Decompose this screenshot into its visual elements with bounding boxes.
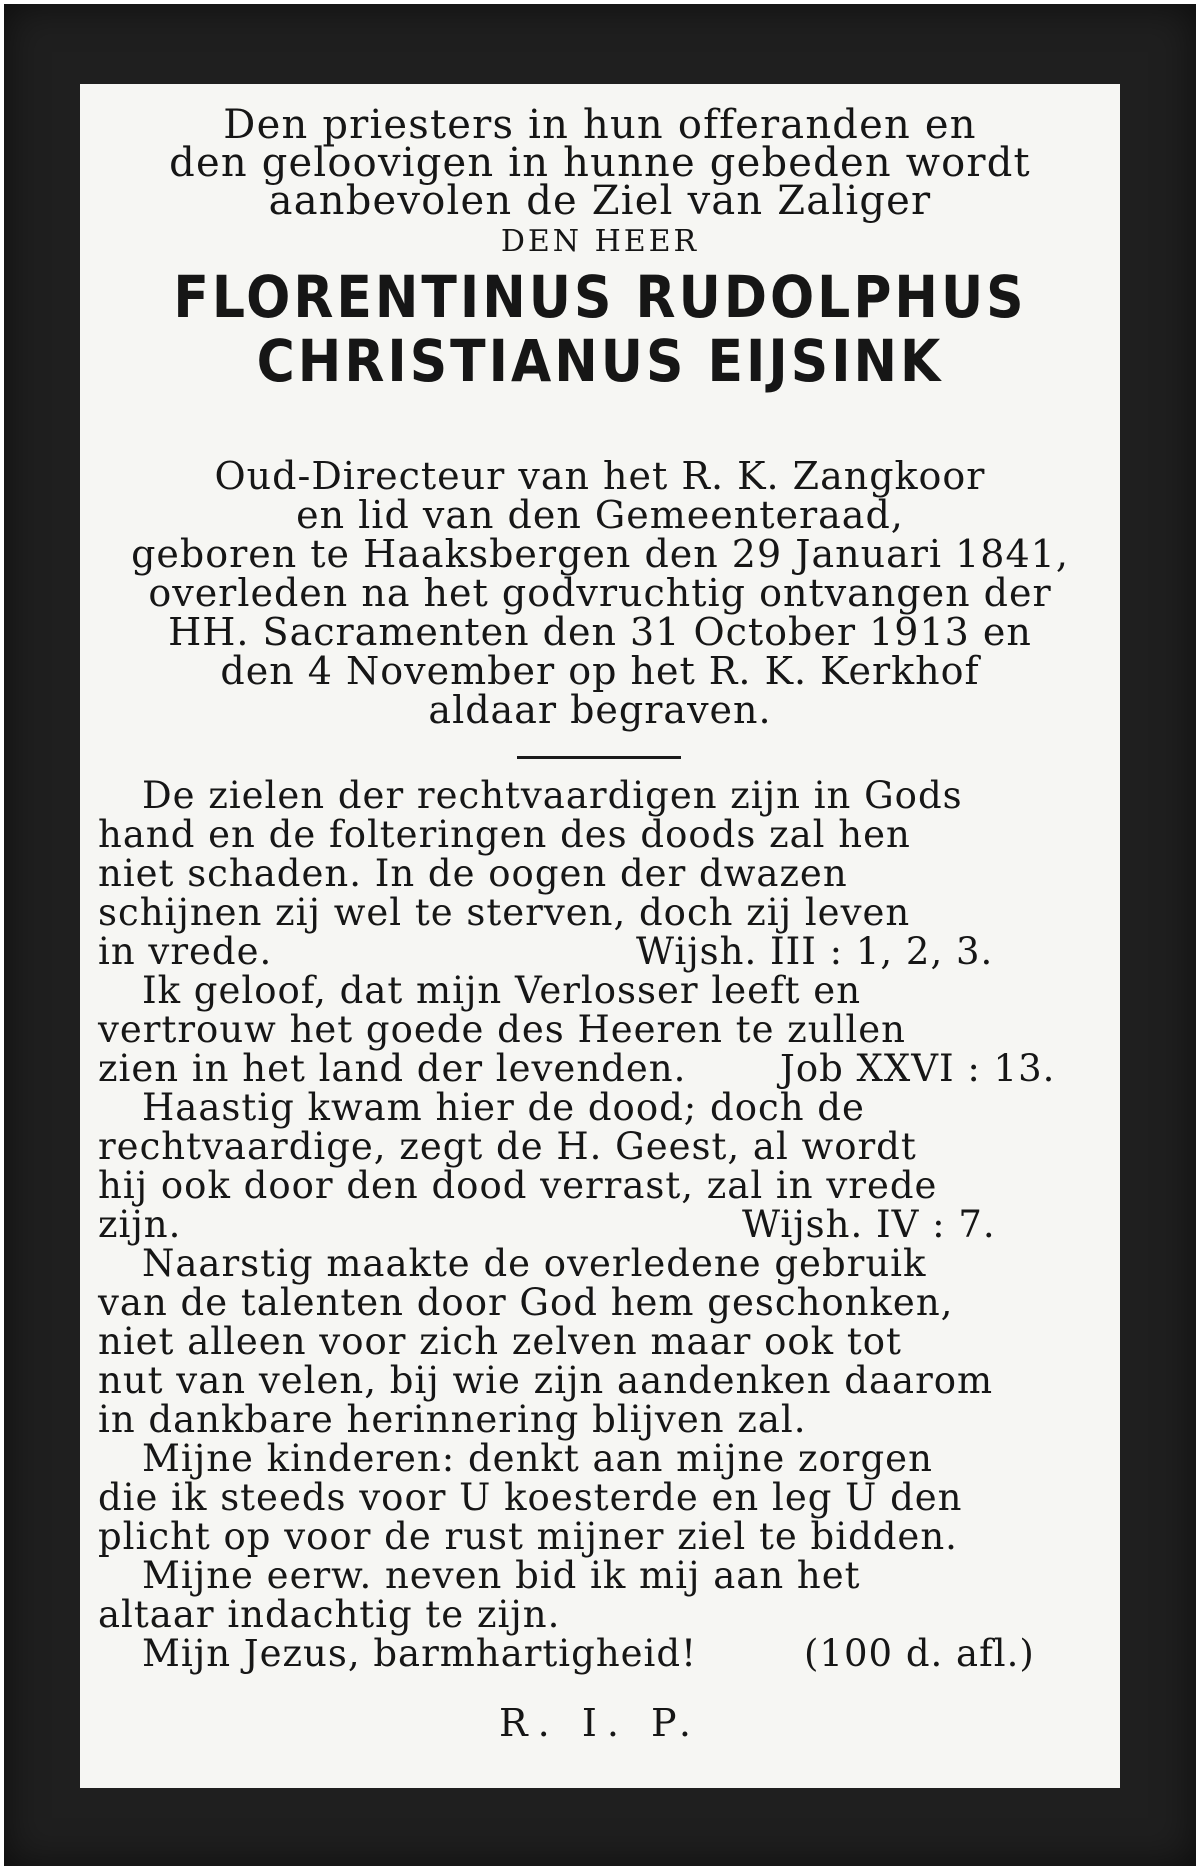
passage-5-line-3: plicht op voor de rust mijner ziel te bidden. [98,1515,958,1558]
closing-prayer: Mijn Jezus, barmhartigheid! [142,1632,697,1675]
passage-1-line-3: niet schaden. In de oogen der dwazen [98,852,848,895]
deceased-name-line-2: CHRISTIANUS EIJSINK [256,328,944,396]
passage-5-line-1: Mijne kinderen: denkt aan mijne zorgen [142,1437,933,1480]
passage-1-line-4: schijnen zij wel te sterven, doch zij leven [98,891,911,934]
passage-5-line-2: die ik steeds voor U koesterde en leg U den [98,1476,963,1519]
intro-line-2: den geloovigen in hunne gebeden wordt [169,140,1031,186]
passage-2-line-2: vertrouw het goede des Heeren te zullen [98,1008,906,1051]
den-heer-label: DEN HEER [500,224,700,259]
bio-line-3: geboren te Haaksbergen den 29 Januari 1841, [131,532,1069,576]
passage-5-line-4: Mijne eerw. neven bid ik mij aan het [142,1554,861,1597]
passage-3-line-4: zijn. [98,1203,182,1246]
intro-line-1: Den priesters in hun offeranden en [223,102,977,148]
memorial-card-black-border [4,4,1196,1866]
bio-line-2: en lid van den Gemeenteraad, [296,493,904,537]
passage-5-line-5: altaar indachtig te zijn. [98,1593,561,1636]
indulgence-note: (100 d. afl.) [804,1632,1035,1675]
passage-4-line-2: van de talenten door God hem geschonken, [98,1281,954,1324]
passage-2-line-3: zien in het land der levenden. [98,1047,687,1090]
rip-label: R. I. P. [499,1701,701,1745]
bio-line-7: aldaar begraven. [428,688,772,732]
passage-4-line-1: Naarstig maakte de overledene gebruik [142,1242,927,1285]
memorial-text-panel [80,84,1120,1788]
bio-line-4: overleden na het godvruchtig ontvangen der [148,571,1052,615]
bio-line-5: HH. Sacramenten den 31 October 1913 en [168,610,1032,654]
passage-2-line-1: Ik geloof, dat mijn Verlosser leeft en [142,969,862,1012]
passage-1-line-2: hand en de folteringen des doods zal hen [98,813,911,856]
passage-3-reference: Wijsh. IV : 7. [742,1203,996,1246]
section-divider [517,756,681,759]
passage-3-line-2: rechtvaardige, zegt de H. Geest, al wordt [98,1125,917,1168]
passage-4-line-5: in dankbare herinnering blijven zal. [98,1398,807,1441]
deceased-name-line-1: FLORENTINUS RUDOLPHUS [173,264,1027,332]
passage-3-line-1: Haastig kwam hier de dood; doch de [142,1086,865,1129]
passage-4-line-3: niet alleen voor zich zelven maar ook tot [98,1320,902,1363]
intro-line-3: aanbevolen de Ziel van Zaliger [268,178,932,224]
bio-line-1: Oud-Directeur van het R. K. Zangkoor [214,454,986,498]
passage-2-reference: Job XXVI : 13. [780,1047,1056,1090]
passage-1-line-5: in vrede. [98,930,273,973]
bio-line-6: den 4 November op het R. K. Kerkhof [220,649,980,693]
passage-3-line-3: hij ook door den dood verrast, zal in vrede [98,1164,938,1207]
passage-4-line-4: nut van velen, bij wie zijn aandenken daarom [98,1359,994,1402]
passage-1-reference: Wijsh. III : 1, 2, 3. [636,930,994,973]
passage-1-line-1: De zielen der rechtvaardigen zijn in Gods [142,774,963,817]
